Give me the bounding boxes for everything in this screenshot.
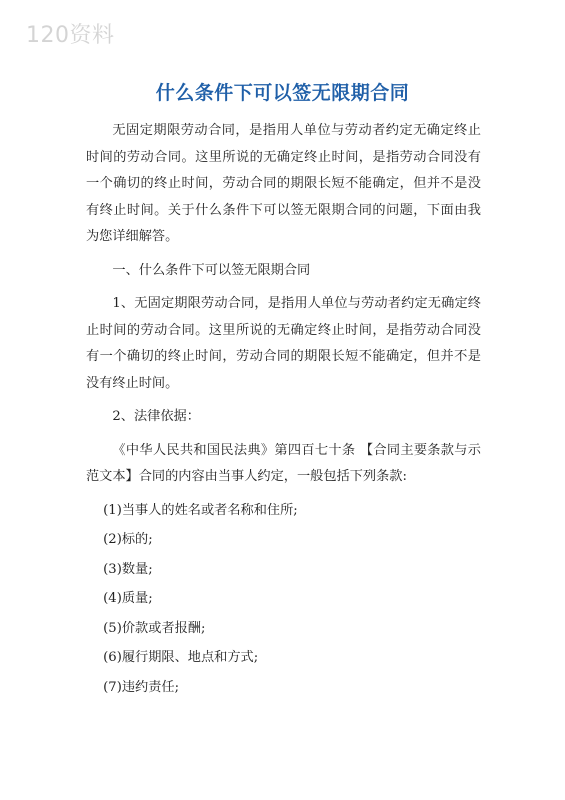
clause-item: (6)履行期限、地点和方式;: [103, 650, 259, 665]
watermark-logo: 120资料: [26, 23, 115, 48]
document-body: [86, 118, 481, 704]
intro-paragraph: 无固定期限劳动合同，是指用人单位与劳动者约定无确定终止时间的劳动合同。这里所说的无确定终止时间，是指劳动合同没有一个确切的终止时间，劳动合同的期限长短不能确定，但并不是没有终止时间。关于什么条件下可以签无限期合同的问题，下面由我为您详细解答。: [86, 123, 481, 244]
clause-item: (7)违约责任;: [103, 679, 180, 695]
page-title: 什么条件下可以签无限期合同: [155, 82, 410, 104]
section-heading: 一、什么条件下可以签无限期合同: [112, 262, 311, 278]
clause-item: (3)数量;: [103, 561, 153, 577]
law-citation-paragraph: 《中华人民共和国民法典》第四百七十条 【合同主要条款与示范文本】合同的内容由当事人约定，一般包括下列条款:: [86, 442, 481, 484]
point-1-paragraph: 1、无固定期限劳动合同，是指用人单位与劳动者约定无确定终止时间的劳动合同。这里所说的无确定终止时间，是指劳动合同没有一个确切的终止时间，劳动合同的期限长短不能确定，但并不是没有终止时间。: [86, 296, 481, 391]
clause-item: (5)价款或者报酬;: [103, 620, 206, 636]
point-2-heading: 2、法律依据：: [112, 409, 200, 424]
clause-item: (4)质量;: [103, 591, 153, 606]
clause-item: (2)标的;: [103, 532, 153, 547]
clause-item: (1)当事人的姓名或者名称和住所;: [103, 502, 298, 518]
